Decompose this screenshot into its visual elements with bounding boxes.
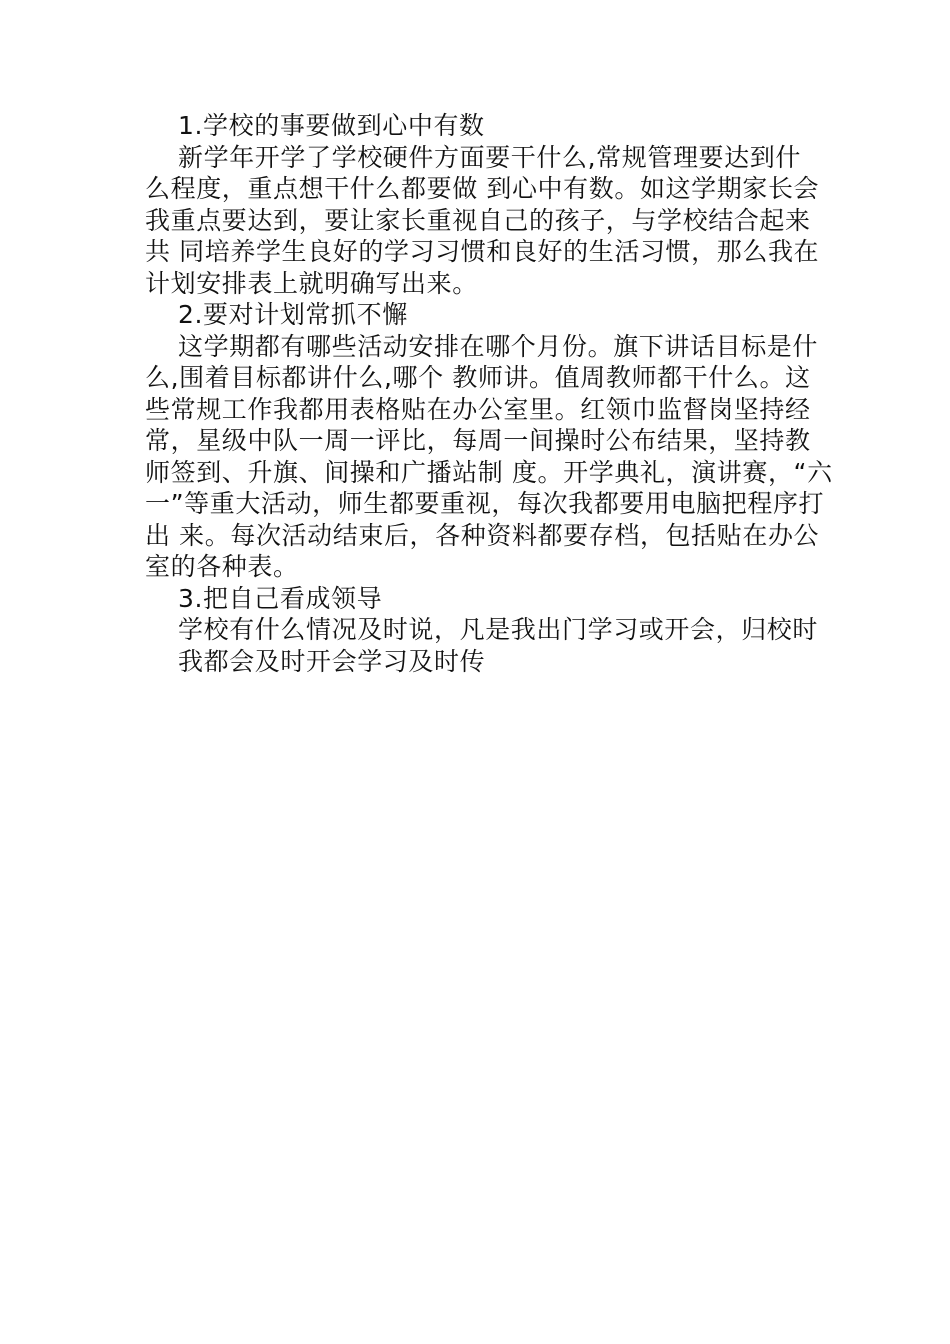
paragraph-line: 学校有什么情况及时说，凡是我出门学习或开会，归校时 [178, 615, 819, 644]
section-2 [145, 299, 833, 583]
section-heading: 2.要对计划常抓不懈 [178, 300, 408, 329]
section-1 [145, 110, 820, 299]
paragraph-line: 常，星级中队一周一评比，每周一间操时公布结果，坚持教 [145, 426, 811, 455]
section-3 [145, 583, 819, 678]
paragraph-line: 共 同培养学生良好的学习习惯和良好的生活习惯，那么我在 [145, 237, 820, 266]
paragraph-line: 这学期都有哪些活动安排在哪个月份。旗下讲话目标是什 [178, 331, 819, 361]
paragraph-line: 室的各种表。 [145, 552, 299, 581]
paragraph-line: 计划安排表上就明确写出来。 [145, 268, 478, 298]
section-heading: 3.把自己看成领导 [178, 583, 383, 613]
section-heading: 1.学校的事要做到心中有数 [178, 111, 485, 140]
paragraph-line: 我都会及时开会学习及时传 [178, 646, 486, 676]
paragraph-line: 么,围着目标都讲什么,哪个 教师讲。值周教师都干什么。这 [145, 363, 811, 392]
paragraph-line: 我重点要达到，要让家长重视自己的孩子，与学校结合起来 [145, 205, 811, 235]
paragraph-line: 些常规工作我都用表格贴在办公室里。红领巾监督岗坚持经 [145, 394, 811, 424]
document-body [145, 110, 833, 677]
paragraph-line: 么程度，重点想干什么都要做 到心中有数。如这学期家长会 [145, 174, 820, 203]
paragraph-line: 出 来。每次活动结束后，各种资料都要存档，包括贴在办公 [145, 520, 820, 550]
paragraph-line: 一”等重大活动，师生都要重视，每次我都要用电脑把程序打 [145, 489, 825, 518]
paragraph-line: 新学年开学了学校硬件方面要干什么,常规管理要达到什 [178, 142, 801, 172]
paragraph-line: 师签到、升旗、间操和广播站制 度。开学典礼，演讲赛，“六 [145, 457, 833, 487]
